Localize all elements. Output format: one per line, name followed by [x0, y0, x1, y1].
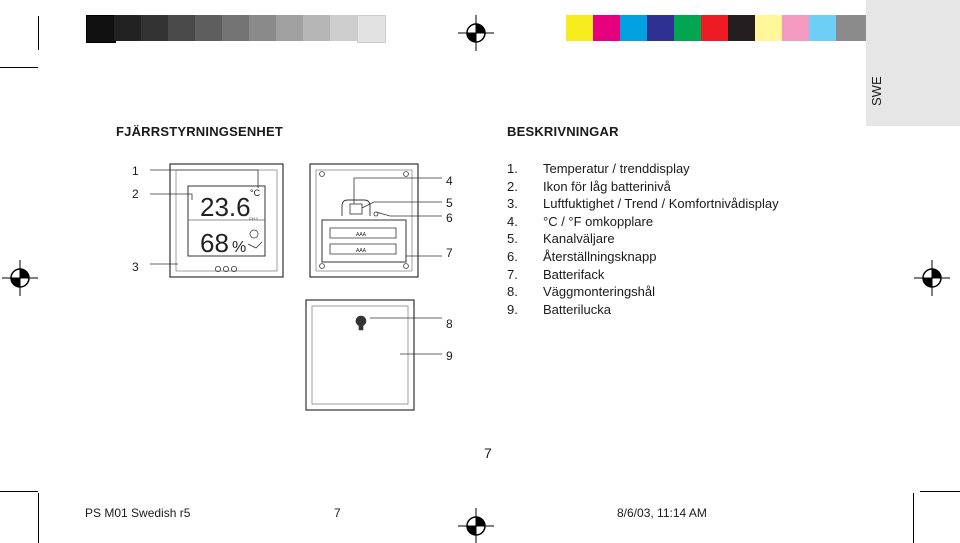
remote-unit-heading: FJÄRRSTYRNINGSENHET: [116, 124, 284, 139]
gray-swatch: [276, 15, 303, 41]
humidity-unit: %: [232, 239, 247, 256]
footer-timestamp: 8/6/03, 11:14 AM: [617, 506, 707, 520]
registration-mark-right: [914, 260, 950, 296]
gray-swatch: [249, 15, 276, 41]
front-unit: [170, 164, 283, 277]
list-item: 2. Ikon för låg batterinivå: [507, 178, 671, 194]
color-swatch-blue: [647, 15, 674, 41]
gray-swatch: [86, 15, 116, 43]
color-swatch-green: [674, 15, 701, 41]
crop-mark: [920, 491, 960, 492]
callout-4: 4: [446, 174, 453, 188]
footer-page: 7: [334, 506, 341, 520]
list-item: 5. Kanalväljare: [507, 231, 615, 247]
gray-swatch: [141, 15, 168, 41]
list-item: 4. °C / °F omkopplare: [507, 213, 654, 229]
descriptions-heading: BESKRIVNINGAR: [507, 124, 619, 139]
gray-swatch: [357, 15, 386, 43]
battery-door: [306, 300, 414, 410]
language-tab: [866, 0, 960, 126]
color-swatch-pink: [782, 15, 809, 41]
list-item: 8. Väggmonteringshål: [507, 284, 656, 300]
color-swatch-light-yellow: [755, 15, 782, 41]
callout-3: 3: [132, 260, 139, 274]
crop-mark: [913, 493, 914, 543]
list-item: 6. Återställningsknapp: [507, 248, 657, 264]
color-swatch-red: [701, 15, 728, 41]
temperature-display: 23.6: [200, 192, 251, 222]
battery-label-top: AAA: [356, 232, 367, 238]
gray-swatch: [222, 15, 249, 41]
gray-swatch: [303, 15, 330, 41]
humidity-display: 68: [200, 228, 229, 258]
color-swatch-black: [728, 15, 755, 41]
callout-2: 2: [132, 187, 139, 201]
callout-6: 6: [446, 211, 453, 225]
gray-swatch: [330, 15, 357, 41]
battery-label-bottom: AAA: [356, 248, 367, 254]
list-item: 7. Batterifack: [507, 266, 605, 282]
color-swatch-gray: [836, 15, 866, 41]
crop-mark: [38, 493, 39, 543]
temperature-unit: °C: [250, 188, 261, 198]
crop-mark: [0, 491, 38, 492]
channel-indicator: CH 1: [249, 216, 259, 221]
list-item: 1. Temperatur / trenddisplay: [507, 161, 690, 176]
page-number: 7: [484, 445, 492, 461]
gray-swatch: [114, 15, 141, 41]
descriptions-list: [507, 160, 779, 318]
list-item: 3. Luftfuktighet / Trend / Komfortnivådisplay: [507, 196, 779, 212]
registration-mark-top: [458, 15, 494, 51]
registration-mark-left: [2, 260, 38, 296]
footer-doc-name: PS M01 Swedish r5: [85, 506, 191, 520]
device-diagram: [150, 158, 450, 420]
gray-swatch: [168, 15, 195, 41]
callout-8: 8: [446, 317, 453, 331]
color-swatch-magenta: [593, 15, 620, 41]
callout-1: 1: [132, 164, 139, 178]
callout-9: 9: [446, 349, 453, 363]
back-unit: [310, 164, 418, 277]
color-swatch-light-blue: [809, 15, 836, 41]
color-swatch-yellow: [566, 15, 593, 41]
callout-7: 7: [446, 246, 453, 260]
gray-swatch: [195, 15, 222, 41]
language-tab-label: SWE: [869, 76, 884, 106]
crop-mark: [0, 67, 38, 68]
list-item: 9. Batterilucka: [507, 301, 611, 317]
crop-mark: [38, 16, 39, 50]
color-swatch-cyan: [620, 15, 647, 41]
callout-5: 5: [446, 196, 453, 210]
registration-mark-bottom: [458, 508, 494, 543]
